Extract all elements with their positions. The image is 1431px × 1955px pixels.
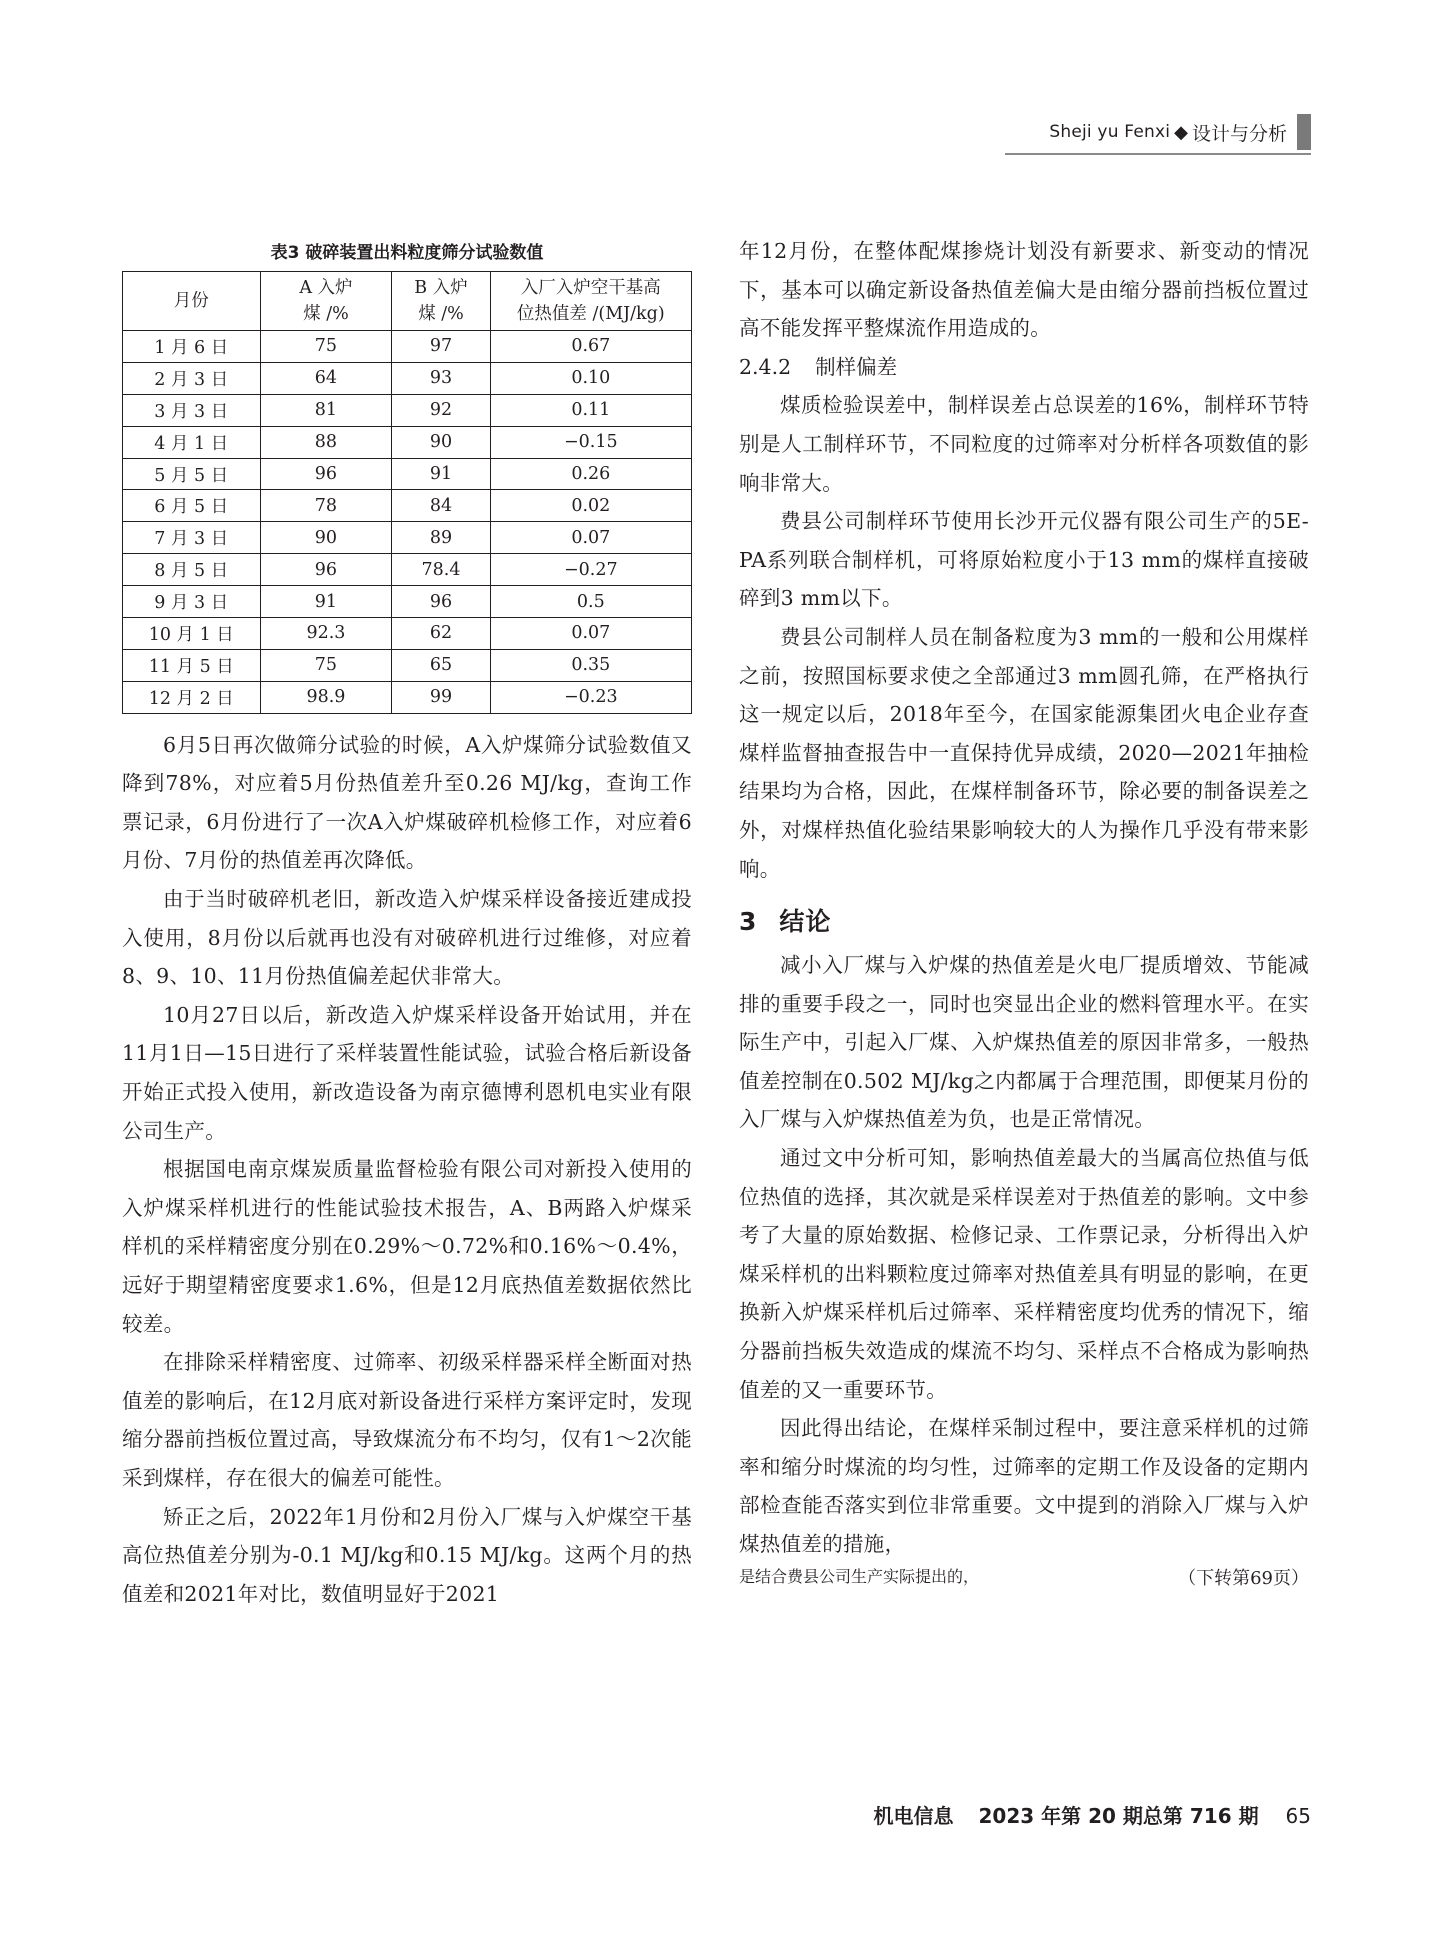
table-cell: 96: [260, 554, 392, 586]
final-line-text: 是结合费县公司生产实际提出的，: [739, 1566, 980, 1586]
table-cell: 0.02: [490, 490, 691, 522]
page-footer: [874, 1800, 1311, 1829]
conclusion-final-paragraph: 因此得出结论，在煤样采制过程中，要注意采样机的过筛率和缩分时煤流的均匀性，过筛率的定期工作及设备的定期内部检查能否落实到位非常重要。文中提到的消除入厂煤与入炉煤热值差的措施，: [739, 1416, 1309, 1556]
journal-name: 机电信息: [873, 1804, 954, 1828]
conclusion-paragraphs: [739, 946, 1309, 1409]
table-cell: 7 月 3 日: [123, 522, 261, 554]
table-cell: 93: [392, 362, 490, 394]
sampling-paragraphs: [739, 386, 1309, 888]
table-cell: 91: [260, 586, 392, 618]
table-cell: 3 月 3 日: [123, 394, 261, 426]
paragraph: 费县公司制样人员在制备粒度为3 mm的一般和公用煤样之前，按照国标要求使之全部通过3 mm圆孔筛，在严格执行这一规定以后，2018年至今，在国家能源集团火电企业存查煤样监督抽查报告中一直保持优异成绩，2020—2021年抽检结果均为合格，因此，在煤样制备环节，除必要的制备误差之外，对煤样热值化验结果影响较大的人为操作几乎没有带来影响。: [739, 624, 1309, 881]
table-row: [123, 331, 692, 363]
paragraph: 10月27日以后，新改造入炉煤采样设备开始试用，并在11月1日—15日进行了采样装置性能试验，试验合格后新设备开始正式投入使用，新改造设备为南京德博利恩机电实业有限公司生产。: [122, 1002, 692, 1143]
left-paragraphs: [122, 726, 692, 1614]
table-cell: 98.9: [260, 681, 392, 713]
header-section: 设计与分析: [1191, 122, 1287, 145]
table-cell: 97: [392, 331, 490, 363]
col-header-b-coal: B 入炉 煤 /%: [392, 272, 490, 331]
paragraph: 费县公司制样环节使用长沙开元仪器有限公司生产的5E-PA系列联合制样机，可将原始粒度小于13 mm的煤样直接破碎到3 mm以下。: [739, 509, 1309, 611]
table-cell: 6 月 5 日: [123, 490, 261, 522]
table-cell: 0.07: [490, 522, 691, 554]
table-cell: 75: [260, 331, 392, 363]
subsection-title: 制样偏差: [815, 354, 898, 379]
paragraph: 减小入厂煤与入炉煤的热值差是火电厂提质增效、节能减排的重要手段之一，同时也突显出企业的燃料管理水平。在实际生产中，引起入厂煤、入炉煤热值差的原因非常多，一般热值差控制在0.502 MJ/kg之内都属于合理范围，即便某月份的入厂煤与入炉煤热值差为负，也是正常情况。: [739, 953, 1309, 1132]
table-cell: 75: [260, 649, 392, 681]
paragraph: 通过文中分析可知，影响热值差最大的当属高位热值与低位热值的选择，其次就是采样误差对于热值差的影响。文中参考了大量的原始数据、检修记录、工作票记录，分析得出入炉煤采样机的出料颗粒度过筛率对热值差具有明显的影响，在更换新入炉煤采样机后过筛率、采样精密度均优秀的情况下，缩分器前挡板失效造成的煤流不均匀、采样点不合格成为影响热值差的又一重要环节。: [739, 1146, 1309, 1402]
table-cell: 0.11: [490, 394, 691, 426]
table-row: [123, 458, 692, 490]
table-body: [123, 331, 692, 714]
table-header-row: [123, 272, 692, 331]
table-cell: 0.26: [490, 458, 691, 490]
table-cell: 89: [392, 522, 490, 554]
section-number: 3: [739, 907, 758, 937]
table-cell: 1 月 6 日: [123, 331, 261, 363]
table-cell: 96: [392, 586, 490, 618]
table-cell: 0.35: [490, 649, 691, 681]
paragraph: 在排除采样精密度、过筛率、初级采样器采样全断面对热值差的影响后，在12月底对新设备进行采样方案评定时，发现缩分器前挡板位置过高，导致煤流分布不均匀，仅有1～2次能采到煤样，存在很大的偏差可能性。: [122, 1350, 692, 1490]
header-diamond-icon: ◆: [1174, 121, 1188, 143]
running-header: [1049, 112, 1311, 152]
table-cell: 91: [392, 458, 490, 490]
table-cell: 0.07: [490, 618, 691, 650]
table-row: [123, 586, 692, 618]
table-row: [123, 522, 692, 554]
table-cell: 8 月 5 日: [123, 554, 261, 586]
continued-note: （下转第69页）: [1178, 1567, 1309, 1589]
table-cell: 90: [392, 426, 490, 458]
table-cell: 12 月 2 日: [123, 681, 261, 713]
table-cell: 64: [260, 362, 392, 394]
paragraph: 由于当时破碎机老旧，新改造入炉煤采样设备接近建成投入使用，8月份以后就再也没有对破碎机进行过维修，对应着8、9、10、11月份热值偏差起伏非常大。: [122, 887, 692, 989]
table-cell: −0.23: [490, 681, 691, 713]
table-cell: 62: [392, 618, 490, 650]
table-row: [123, 649, 692, 681]
table-cell: 11 月 5 日: [123, 649, 261, 681]
table-row: [123, 426, 692, 458]
col-header-month: 月份: [123, 272, 261, 331]
paragraph: 矫正之后，2022年1月份和2月份入厂煤与入炉煤空干基高位热值差分别为-0.1 MJ/kg和0.15 MJ/kg。这两个月的热值差和2021年对比，数值明显好于2021: [122, 1504, 692, 1606]
paragraph: 6月5日再次做筛分试验的时候，A入炉煤筛分试验数值又降到78%，对应着5月份热值差升至0.26 MJ/kg，查询工作票记录，6月份进行了一次A入炉煤破碎机检修工作，对应着6月份、7月份的热值差再次降低。: [122, 732, 692, 873]
table-title: 表3 破碎装置出料粒度筛分试验数值: [270, 243, 544, 263]
table-cell: −0.27: [490, 554, 691, 586]
table-cell: 81: [260, 394, 392, 426]
table-cell: 65: [392, 649, 490, 681]
table-cell: 0.67: [490, 331, 691, 363]
table-row: [123, 394, 692, 426]
table-cell: −0.15: [490, 426, 691, 458]
col-header-a-coal: A 入炉 煤 /%: [260, 272, 392, 331]
table-cell: 92.3: [260, 618, 392, 650]
table-row: [123, 681, 692, 713]
table-cell: 4 月 1 日: [123, 426, 261, 458]
header-rule: [1005, 153, 1311, 155]
page-number: 65: [1285, 1804, 1311, 1828]
paragraph: 煤质检验误差中，制样误差占总误差的16%，制样环节特别是人工制样环节，不同粒度的过筛率对分析样各项数值的影响非常大。: [739, 393, 1309, 495]
table-cell: 0.10: [490, 362, 691, 394]
right-column: [739, 232, 1309, 1590]
header-bar-icon: [1297, 114, 1311, 150]
subsection-heading: [739, 348, 1309, 387]
continued-paragraph: 年12月份，在整体配煤掺烧计划没有新要求、新变动的情况下，基本可以确定新设备热值差偏大是由缩分器前挡板位置过高不能发挥平整煤流作用造成的。: [739, 239, 1309, 341]
section-title: 结论: [779, 907, 832, 937]
table-cell: 84: [392, 490, 490, 522]
sieve-test-table: [122, 271, 692, 714]
table-cell: 78: [260, 490, 392, 522]
left-column: [122, 232, 692, 1613]
table-row: [123, 490, 692, 522]
paragraph: 根据国电南京煤炭质量监督检验有限公司对新投入使用的入炉煤采样机进行的性能试验技术报告，A、B两路入炉煤采样机的采样精密度分别在0.29%～0.72%和0.16%～0.4%，远好于期望精密度要求1.6%，但是12月底热值差数据依然比较差。: [122, 1157, 692, 1336]
table-cell: 90: [260, 522, 392, 554]
table-cell: 96: [260, 458, 392, 490]
table-cell: 88: [260, 426, 392, 458]
table-row: [123, 554, 692, 586]
table-cell: 99: [392, 681, 490, 713]
col-header-heat-diff: 入厂入炉空干基高 位热值差 /(MJ/kg): [490, 272, 691, 331]
table-row: [123, 362, 692, 394]
table-cell: 5 月 5 日: [123, 458, 261, 490]
header-pinyin: Sheji yu Fenxi: [1049, 122, 1171, 142]
conclusion-final-line: [739, 1564, 1309, 1590]
issue-info: 2023 年第 20 期总第 716 期: [978, 1804, 1259, 1828]
table-cell: 2 月 3 日: [123, 362, 261, 394]
table-cell: 10 月 1 日: [123, 618, 261, 650]
section-heading-conclusion: [739, 902, 1309, 938]
table-cell: 92: [392, 394, 490, 426]
table-cell: 9 月 3 日: [123, 586, 261, 618]
table-cell: 78.4: [392, 554, 490, 586]
table-row: [123, 618, 692, 650]
subsection-number: 2.4.2: [739, 354, 792, 379]
table-cell: 0.5: [490, 586, 691, 618]
